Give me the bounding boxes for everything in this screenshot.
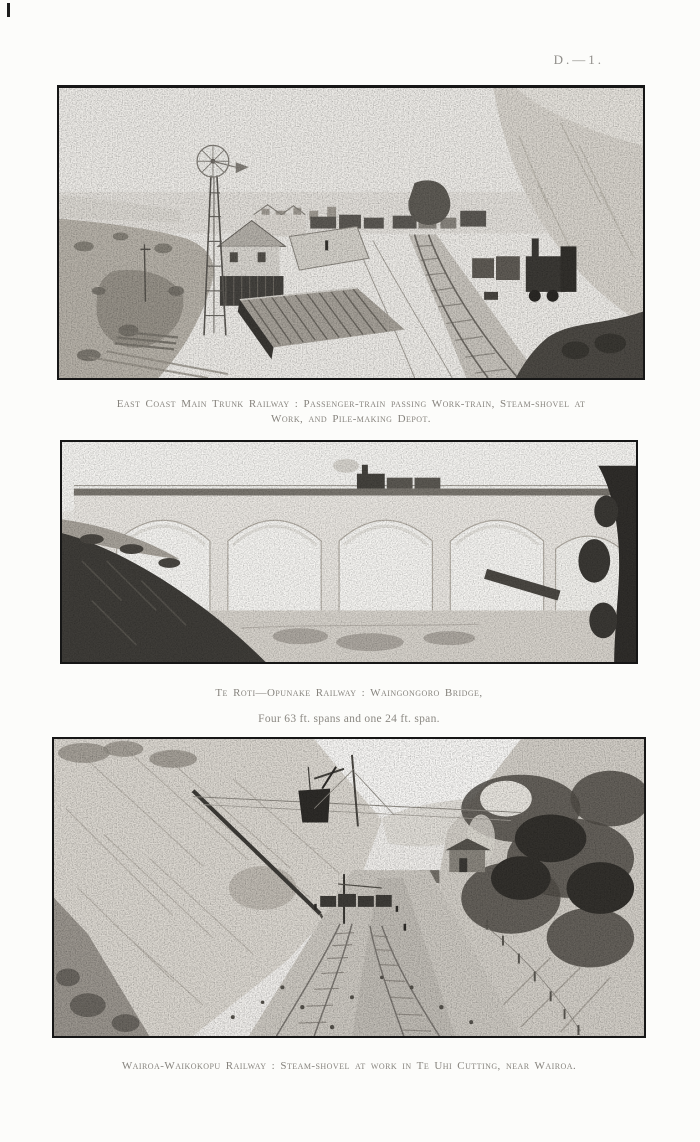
photo-east-coast-yard bbox=[57, 85, 645, 380]
caption-waingongoro bbox=[60, 686, 638, 701]
caption-east-coast bbox=[57, 397, 645, 427]
plate-number: D.—1. bbox=[553, 52, 604, 67]
scan-artifact bbox=[7, 3, 10, 17]
caption-line: Work, and Pile-making Depot. bbox=[270, 413, 431, 425]
caption-line: East Coast Main Trunk Railway : Passenger-train passing Work-train, Steam-shovel at bbox=[116, 398, 586, 410]
photo-waingongoro-bridge bbox=[60, 440, 638, 664]
caption-line: Wairoa-Waikokopu Railway : Steam-shovel at work in Te Uhi Cutting, near Wairoa. bbox=[121, 1060, 577, 1072]
caption-waingongoro-spans: Four 63 ft. spans and one 24 ft. span. bbox=[258, 712, 440, 725]
photo-te-uhi-cutting bbox=[52, 737, 646, 1038]
caption-te-uhi bbox=[52, 1059, 646, 1074]
photo-east-coast-yard-image bbox=[59, 88, 643, 378]
photo-te-uhi-cutting-image bbox=[54, 739, 644, 1036]
caption-line: Te Roti—Opunake Railway : Waingongoro Bridge, bbox=[215, 687, 483, 699]
photo-waingongoro-bridge-image bbox=[62, 442, 636, 662]
